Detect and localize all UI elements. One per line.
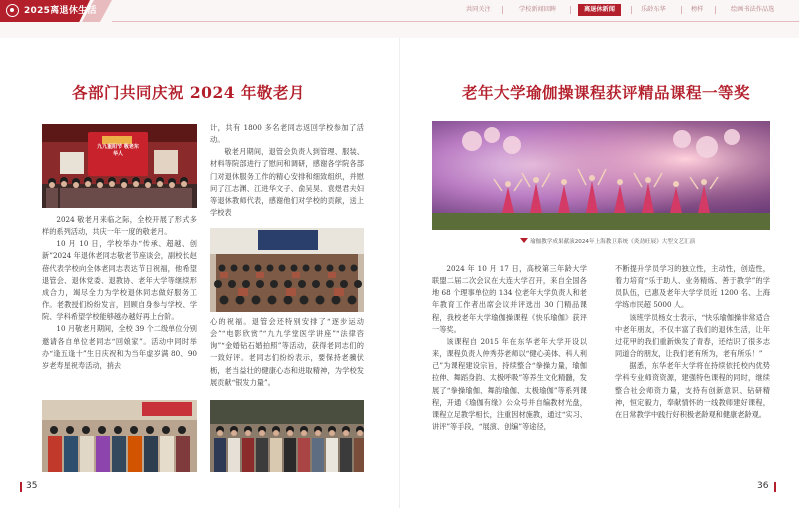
paragraph: 不断提升学员学习的独立性，主动性，创造性，着力培育“乐于助人、业务精炼、善于教学”的学员队伍，已惠及老年大学学员近 1200 名、上海学练市民超 5000 人。 (615, 264, 770, 310)
nav-item-focus[interactable]: 共同关注 (466, 6, 491, 13)
left-page-number: 35 (26, 481, 38, 491)
nav-item-school-news[interactable]: 学校新闻回眸 (519, 6, 557, 13)
paragraph: 该班学员杨女士表示，“快乐瑜伽操非常适合中老年朋友，不仅丰富了我们的退休生活，让年过花甲的我们重新焕发了青春，还结识了很多志同道合的朋友，让我们老有所为，老有所乐！” (615, 312, 770, 359)
left-article-title: 各部门共同庆祝 2024 年敬老月 (72, 83, 305, 102)
photo-group-portrait (210, 400, 364, 472)
nav-item-donghua-seniors[interactable]: 乐龄东华 (641, 6, 666, 13)
page-header (0, 0, 799, 38)
school-logo-icon (6, 4, 19, 17)
photo-celebration-banner (42, 124, 197, 208)
paragraph: 敬老月期间，退管会负责人到管理、服装、材料等院部进行了慰问和调研，感谢各学院各部门对退休服务工作的精心安排和细致组织，并慰问了江志渊、江进华文子、俞吴昊、袁煜君夫妇等退休教师代表，感谢他们对学校的贡献，送上学校表 (210, 147, 364, 218)
page-number-marker (774, 482, 776, 492)
right-article-title: 老年大学瑜伽操课程获评精品课程一等奖 (462, 83, 751, 102)
nav-separator (631, 6, 632, 14)
nav-item-role-models[interactable]: 榜样 (691, 6, 704, 13)
photo-auditorium-gathering (210, 228, 364, 312)
nav-separator (715, 6, 716, 14)
caption-marker-icon (520, 238, 528, 243)
nav-separator (502, 6, 503, 14)
header-divider (112, 21, 799, 22)
paragraph: 2024 敬老月来临之际，全校开展了形式多样的系列活动，共庆一年一度的敬老月。 (42, 215, 197, 237)
page-gutter (399, 38, 400, 508)
nav-separator (570, 6, 571, 14)
page-number-marker (20, 482, 22, 492)
paragraph: 10 月敬老月期间，全校 39 个二级单位分别邀请各自单位老同志“回娘家”。活动中同时举办“逢五逢十”生日庆祝和为当年虚岁满 80、90 岁老寿星祝寿活动，捎去 (42, 324, 197, 370)
right-article-col1 (432, 263, 587, 433)
right-article-col2 (615, 263, 770, 421)
paragraph: 该课程自 2015 年在东华老年大学开设以来，课程负责人仲秀芬老师以“健心美体、科人利己”为课程建设宗旨，持续整合“拳操力量，瑜伽拉伸、舞蹈身韵、太极呼吸”等养生文化精髓，发展了“拳操瑜伽、舞韵瑜伽、太极瑜伽”等系列课程，开通《瑜伽有缘》公众号并自编教材光盘，课程立足教学相长，注重因材施教，通过“实习、讲评”等手段，“展演、创编”等途径， (432, 336, 587, 432)
left-article-col1 (42, 214, 197, 372)
photo-caption: 瑜伽教学成果献演2024年上海教卫系统《炎劲旺展》大型文艺汇演 (530, 239, 696, 245)
paragraph: 心的祝福。退管会还特别安排了“逐步运动会”“电影欣赏”“九九学堂医学讲座”“法律咨询”“金婚钻石婚拍照”等活动，获得老同志们的一致好评。老同志们纷纷表示，要保持老骥伏枥，老当益壮的健康心态和进取精神，为学校发展贡献“银发力量”。 (210, 317, 364, 387)
paragraph: 10 月 10 日，学校举办“传承、超越、创新”2024 年退休老同志敬老节座谈会，副校长赵蓓代表学校向全体老同志表达节日祝福，他希望退管会、退休党委、退教协、老年大学等继续形成合力，竭尽全力为学校退休同志做好服务工作。老教授们纷纷发言，回顾自身参与学校、学院、学科希望学校能够越办越好再上台阶。 (42, 239, 197, 322)
nav-separator (681, 6, 682, 14)
left-article-col2-top (210, 122, 364, 219)
photo-yoga-performance (432, 121, 770, 230)
nav-item-art-gallery[interactable]: 绘画书法作品选 (731, 6, 775, 13)
left-article-col2-bottom (210, 316, 364, 389)
paragraph: 计，共有 1800 多名老同志返回学校参加了活动。 (210, 123, 364, 145)
paragraph: 据悉，东华老年大学将在持续依托校内优势学科专业师资资源，建强特色课程的同时，继续整合社会师资力量，支持有创新意识、钻研精神，恒定毅力，奉献情怀的一线教师建好课程，在日常教学中践行好积极老龄观和健康老龄观。 (615, 361, 770, 419)
paragraph: 2024 年 10 月 17 日，高校第三年龄大学联盟二届二次会议在大连大学召开，来自全国各地 68 个理事单位的 134 位老年大学负责人和老年教育工作者出席会议并评选出 30 门精品课程，我校老年大学瑜伽操课程《快乐瑜伽》获评一等奖。 (432, 264, 587, 334)
photo-banner-text: 九九重阳节 敬老东华人 (97, 144, 139, 157)
section-title: 2025离退休生活 (24, 6, 97, 16)
nav-item-retiree-news[interactable]: 离退休新闻 (578, 4, 621, 16)
photo-retirees-event (42, 400, 197, 472)
right-page-number: 36 (757, 481, 769, 491)
